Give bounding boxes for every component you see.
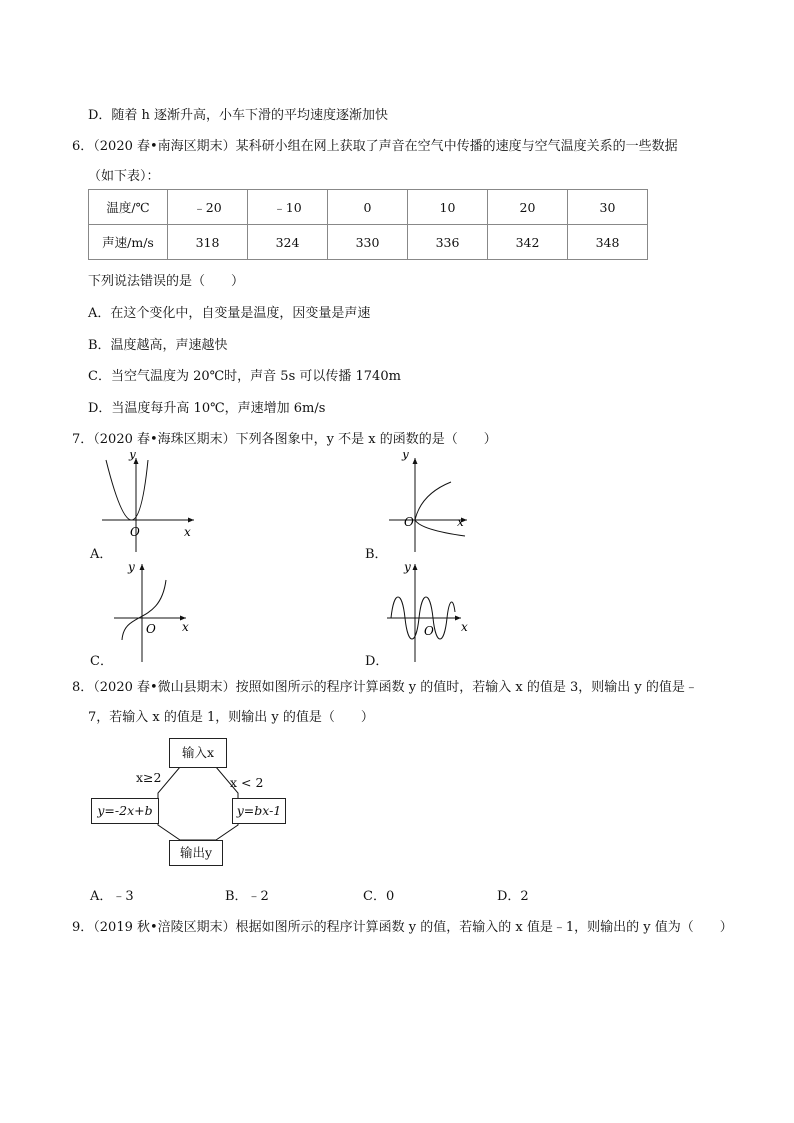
q6-data-table bbox=[88, 189, 648, 260]
q6-stem-line1: 6．（2020 春•南海区期末）某科研小组在网上获取了声音在空气中传播的速度与空气温度关系的一些数据 bbox=[72, 139, 678, 154]
table-cell: 324 bbox=[248, 225, 328, 260]
flow-left-condition: x≥2 bbox=[136, 770, 162, 785]
table-cell: 318 bbox=[168, 225, 248, 260]
origin-label: O bbox=[146, 622, 156, 636]
q6-option-b: B．温度越高，声速越快 bbox=[88, 338, 228, 353]
table-cell: ﹣10 bbox=[248, 190, 328, 225]
table-cell: 342 bbox=[488, 225, 568, 260]
q8-option-a: A．﹣3 bbox=[90, 889, 134, 904]
q7-label-a: A． bbox=[90, 547, 113, 562]
x-axis-label: x bbox=[182, 620, 189, 634]
q6-stem-line2: （如下表）： bbox=[88, 169, 160, 184]
table-header-temp: 温度/℃ bbox=[89, 190, 168, 225]
q7-label-d: D． bbox=[365, 654, 389, 669]
table-cell: 0 bbox=[328, 190, 408, 225]
origin-label: O bbox=[404, 515, 414, 529]
flow-right-box: y=bx-1 bbox=[232, 798, 286, 824]
q8-option-c: C．0 bbox=[363, 889, 395, 904]
y-axis-label: y bbox=[404, 560, 411, 574]
x-axis-label: x bbox=[184, 525, 191, 539]
flow-left-box: y=-2x+b bbox=[91, 798, 159, 824]
q7-graph-d bbox=[385, 560, 475, 664]
q7-stem: 7．（2020 春•海珠区期末）下列各图象中，y 不是 x 的函数的是（ ） bbox=[72, 432, 497, 447]
x-axis-label: x bbox=[457, 515, 464, 529]
y-axis-label: y bbox=[402, 452, 409, 461]
q8-option-b: B．﹣2 bbox=[225, 889, 269, 904]
q7-label-b: B． bbox=[365, 547, 388, 562]
flow-output-box: 输出y bbox=[169, 840, 223, 866]
q8-flowchart bbox=[88, 738, 298, 868]
q8-stem-line1: 8．（2020 春•微山县期末）按照如图所示的程序计算函数 y 的值时，若输入 x 的值是 3，则输出 y 的值是﹣ bbox=[72, 680, 698, 695]
table-cell: 20 bbox=[488, 190, 568, 225]
table-cell: 10 bbox=[408, 190, 488, 225]
y-axis-label: y bbox=[129, 452, 136, 461]
q6-question: 下列说法错误的是（ ） bbox=[88, 274, 245, 289]
q7-label-c: C． bbox=[90, 654, 113, 669]
table-cell: ﹣20 bbox=[168, 190, 248, 225]
table-row bbox=[89, 190, 648, 225]
table-cell: 330 bbox=[328, 225, 408, 260]
table-row bbox=[89, 225, 648, 260]
origin-label: O bbox=[130, 525, 140, 539]
q8-stem-line2: 7，若输入 x 的值是 1，则输出 y 的值是（ ） bbox=[88, 710, 374, 725]
x-axis-label: x bbox=[461, 620, 468, 634]
table-cell: 30 bbox=[568, 190, 648, 225]
q6-option-a: A．在这个变化中，自变量是温度，因变量是声速 bbox=[88, 306, 371, 321]
q5-option-d: D．随着 h 逐渐升高，小车下滑的平均速度逐渐加快 bbox=[88, 108, 389, 123]
flow-input-box: 输入x bbox=[169, 738, 227, 768]
q7-graph-a bbox=[100, 452, 200, 554]
table-header-speed: 声速/m/s bbox=[89, 225, 168, 260]
q9-stem: 9．（2019 秋•涪陵区期末）根据如图所示的程序计算函数 y 的值，若输入的 x 值是﹣1，则输出的 y 值为（ ） bbox=[72, 920, 733, 935]
q7-graph-b bbox=[385, 452, 485, 554]
y-axis-label: y bbox=[128, 560, 135, 574]
q7-graph-c bbox=[112, 560, 202, 664]
table-cell: 348 bbox=[568, 225, 648, 260]
q8-option-d: D．2 bbox=[497, 889, 529, 904]
origin-label: O bbox=[424, 624, 434, 638]
q6-option-c: C．当空气温度为 20℃时，声音 5s 可以传播 1740m bbox=[88, 369, 401, 384]
table-cell: 336 bbox=[408, 225, 488, 260]
flow-right-condition: x < 2 bbox=[230, 775, 264, 790]
q6-option-d: D．当温度每升高 10℃，声速增加 6m/s bbox=[88, 401, 326, 416]
